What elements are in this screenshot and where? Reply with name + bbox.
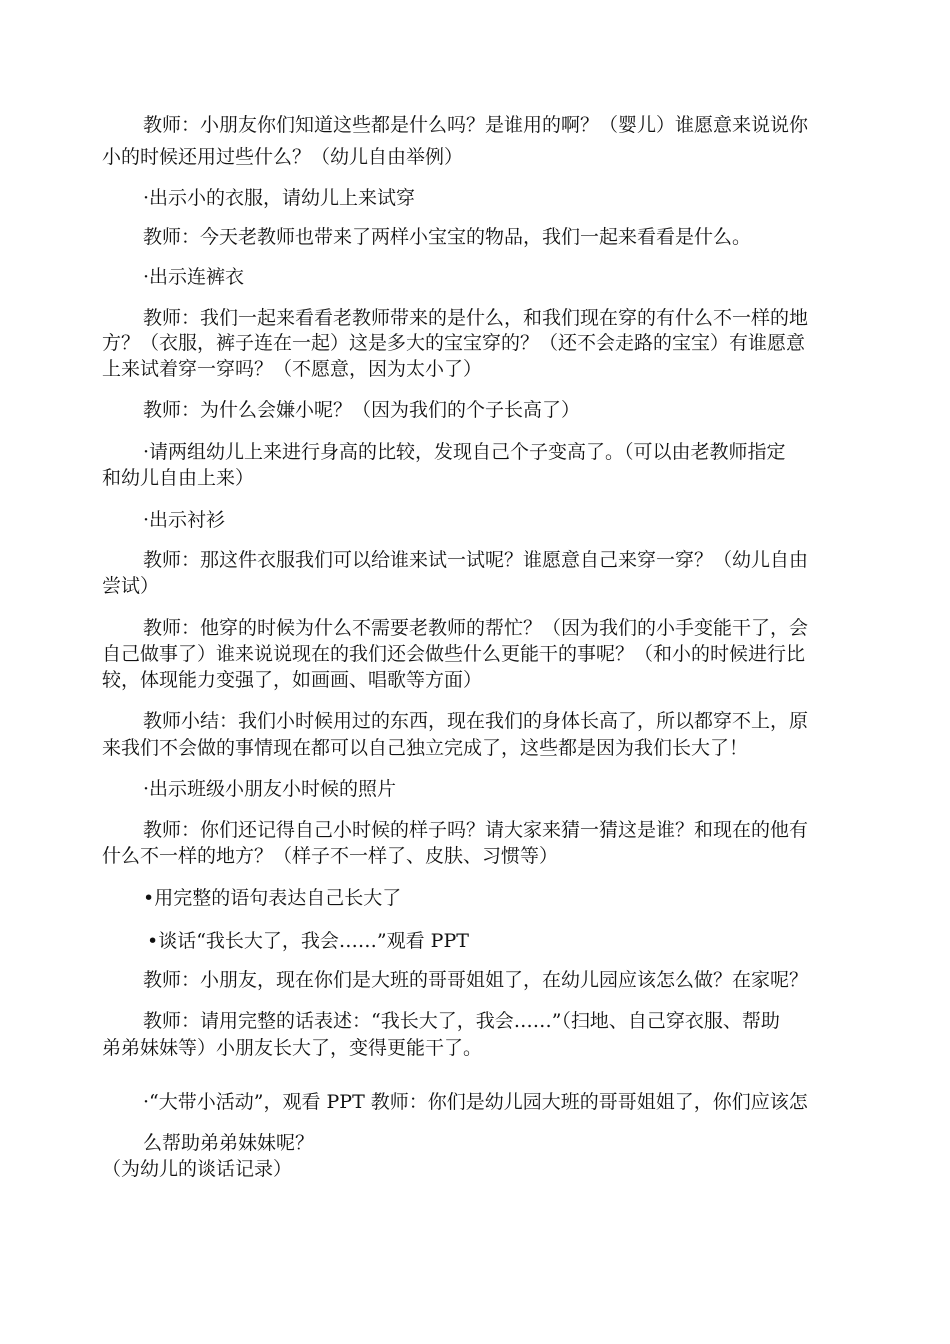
text-line: 教师：我们一起来看看老教师带来的是什么，和我们现在穿的有什么不一样的地 bbox=[143, 307, 809, 329]
text-line: 教师：请用完整的话表述：“我长大了，我会……”（扫地、自己穿衣服、帮助 bbox=[143, 1010, 780, 1032]
text-line: 教师：小朋友你们知道这些都是什么吗？是谁用的啊？（婴儿）谁愿意来说说你 bbox=[143, 114, 809, 136]
text-line: ·出示班级小朋友小时候的照片 bbox=[143, 778, 397, 800]
text-line: 教师：今天老教师也带来了两样小宝宝的物品，我们一起来看看是什么。 bbox=[143, 226, 752, 248]
text-line: 教师：那这件衣服我们可以给谁来试一试呢？谁愿意自己来穿一穿？（幼儿自由 bbox=[143, 549, 809, 571]
text-line: 较，体现能力变强了，如画画、唱歌等方面） bbox=[102, 669, 483, 691]
text-line: 方？（衣服，裤子连在一起）这是多大的宝宝穿的？（还不会走路的宝宝）有谁愿意 bbox=[102, 332, 806, 354]
text-line: ·“大带小活动”，观看 PPT 教师：你们是幼儿园大班的哥哥姐姐了，你们应该怎 bbox=[143, 1091, 808, 1113]
text-line: 来我们不会做的事情现在都可以自己独立完成了，这些都是因为我们长大了！ bbox=[102, 737, 749, 759]
text-line: ·出示衬衫 bbox=[143, 509, 226, 531]
text-line: 尝试） bbox=[102, 575, 160, 597]
text-line: 教师：小朋友，现在你们是大班的哥哥姐姐了，在幼儿园应该怎么做？在家呢？ bbox=[143, 969, 809, 991]
text-line: 什么不一样的地方？（样子不一样了、皮肤、习惯等） bbox=[102, 845, 559, 867]
text-line: 教师：你们还记得自己小时候的样子吗？请大家来猜一猜这是谁？和现在的他有 bbox=[143, 819, 809, 841]
text-line: •用完整的语句表达自己长大了 bbox=[143, 887, 402, 909]
text-line: 自己做事了）谁来说说现在的我们还会做些什么更能干的事呢？（和小的时候进行比 bbox=[102, 643, 806, 665]
text-line: 教师小结：我们小时候用过的东西，现在我们的身体长高了，所以都穿不上，原 bbox=[143, 710, 809, 732]
text-line: ·出示连裤衣 bbox=[143, 266, 245, 288]
text-line: 教师：为什么会嫌小呢？（因为我们的个子长高了） bbox=[143, 399, 581, 421]
text-line: 么帮助弟弟妹妹呢？ bbox=[143, 1132, 315, 1154]
text-line: （为幼儿的谈话记录） bbox=[102, 1158, 293, 1180]
text-line: ·出示小的衣服，请幼儿上来试穿 bbox=[143, 187, 416, 209]
text-line: 上来试着穿一穿吗？（不愿意，因为太小了） bbox=[102, 358, 483, 380]
text-line: •谈话“我长大了，我会……”观看 PPT bbox=[147, 930, 469, 952]
text-line: 小的时候还用过些什么？（幼儿自由举例） bbox=[102, 146, 464, 168]
text-line: ·请两组幼儿上来进行身高的比较，发现自己个子变高了。（可以由老教师指定 bbox=[143, 441, 786, 463]
text-line: 教师：他穿的时候为什么不需要老教师的帮忙？（因为我们的小手变能干了，会 bbox=[143, 617, 809, 639]
text-line: 和幼儿自由上来） bbox=[102, 467, 255, 489]
text-line: 弟弟妹妹等）小朋友长大了，变得更能干了。 bbox=[102, 1037, 483, 1059]
